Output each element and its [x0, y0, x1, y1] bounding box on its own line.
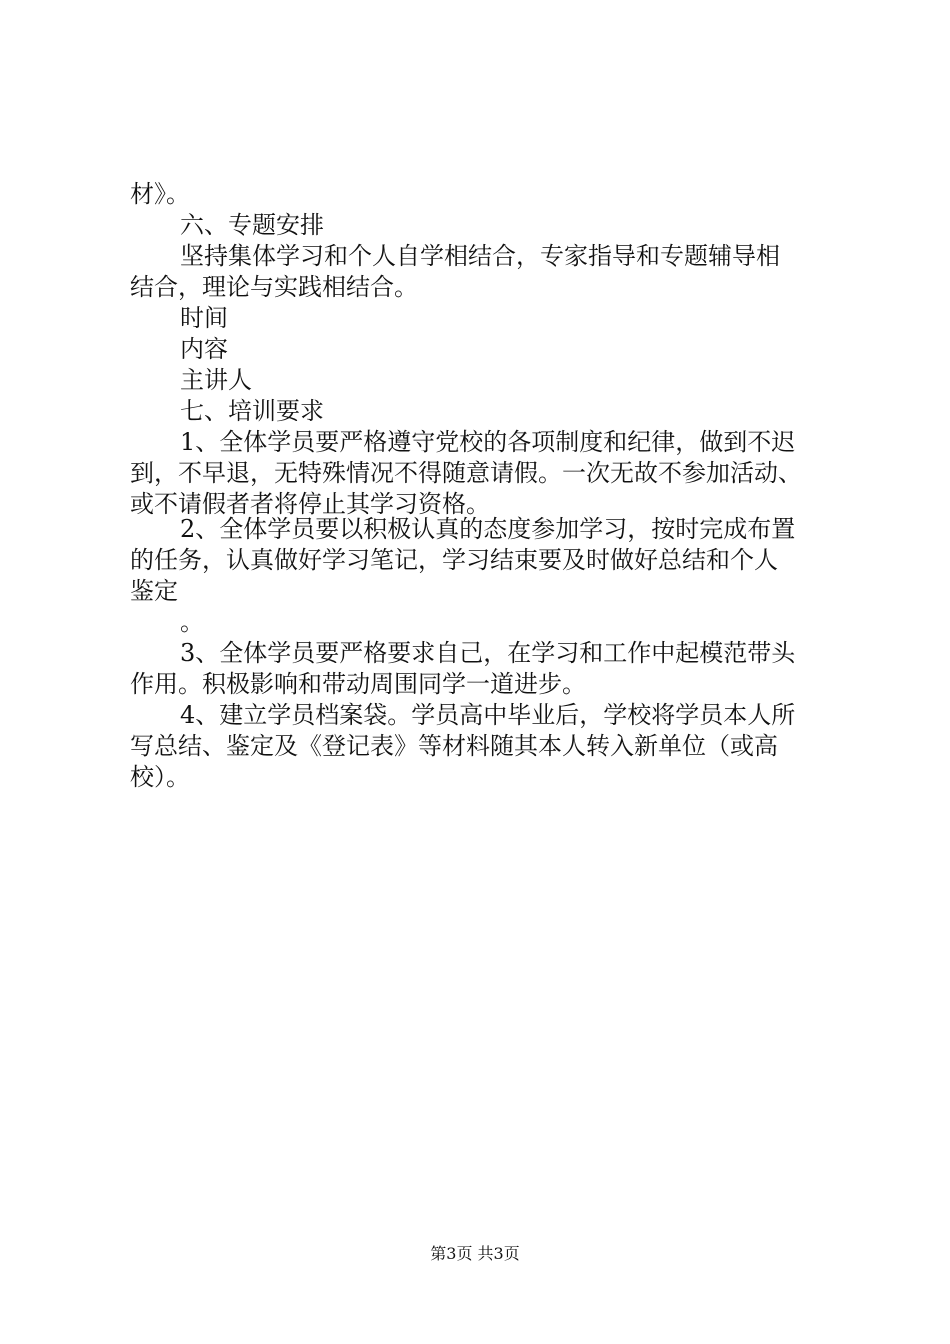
text-line: 主讲人 [180, 366, 252, 394]
text-line: 4、建立学员档案袋。学员高中毕业后，学校将学员本人所 [180, 701, 796, 729]
text-line: 结合，理论与实践相结合。 [130, 273, 418, 301]
text-line: 3、全体学员要严格要求自己，在学习和工作中起模范带头 [180, 639, 796, 667]
section-heading: 六、专题安排 [180, 211, 324, 239]
text-line: 的任务，认真做好学习笔记，学习结束要及时做好总结和个人 [130, 546, 778, 574]
text-line: 时间 [180, 304, 228, 332]
text-line: 。 [180, 608, 204, 636]
text-line: 内容 [180, 335, 228, 363]
text-line: 2、全体学员要以积极认真的态度参加学习，按时完成布置 [180, 515, 796, 543]
text-line: 坚持集体学习和个人自学相结合，专家指导和专题辅导相 [180, 242, 780, 270]
text-line: 作用。积极影响和带动周围同学一道进步。 [130, 670, 586, 698]
text-line: 到，不早退，无特殊情况不得随意请假。一次无故不参加活动、 [130, 459, 802, 487]
text-line: 鉴定 [130, 577, 178, 605]
text-line: 材》。 [130, 180, 190, 208]
text-line: 1、全体学员要严格遵守党校的各项制度和纪律，做到不迟 [180, 428, 796, 456]
text-line: 或不请假者者将停止其学习资格。 [130, 490, 490, 518]
page-footer: 第3页 共3页 [430, 1244, 520, 1263]
text-line: 写总结、鉴定及《登记表》等材料随其本人转入新单位（或高 [130, 732, 778, 760]
section-heading: 七、培训要求 [180, 397, 324, 425]
text-line: 校）。 [130, 763, 190, 791]
